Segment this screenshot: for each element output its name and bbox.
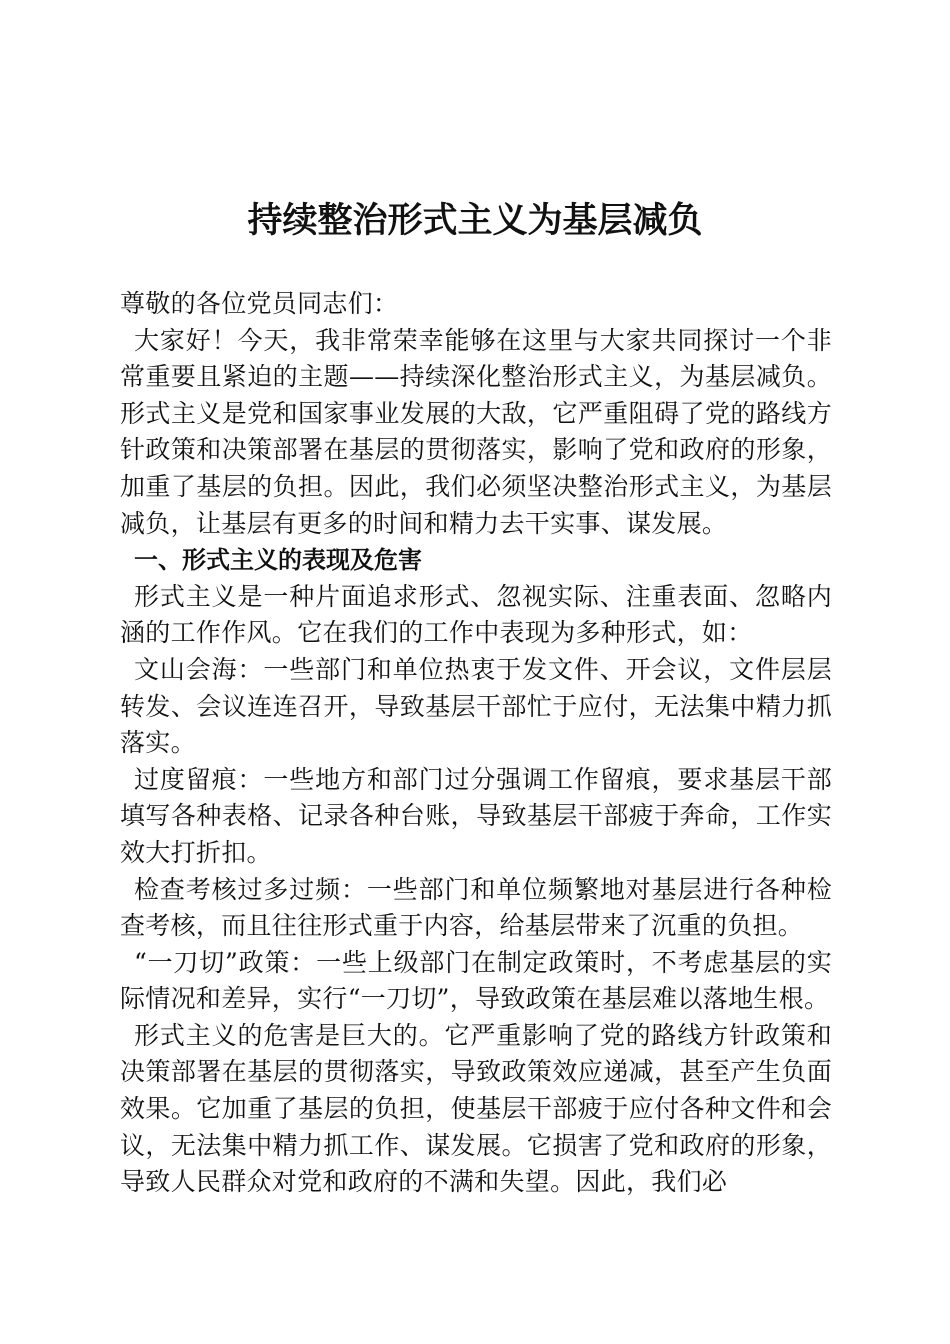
document-body [120,286,832,1201]
list-item-liuhen: 过度留痕：一些地方和部门过分强调工作留痕，要求基层干部填写各种表格、记录各种台账，导致基层干部疲于奔命，工作实效大打折扣。 [120,764,832,867]
list-item-wenshan: 文山会海：一些部门和单位热衷于发文件、开会议，文件层层转发、会议连连召开，导致基层干部忙于应付，无法集中精力抓落实。 [120,654,832,758]
salutation: 尊敬的各位党员同志们： [120,289,399,318]
document-title: 持续整治形式主义为基层减负 [247,200,703,241]
section-heading-1: 一、形式主义的表现及危害 [134,546,422,575]
section1-paragraph: 形式主义是一种片面追求形式、忽视实际、注重表面、忽略内涵的工作作风。它在我们的工作中表现为多种形式，如： [120,581,832,648]
intro-paragraph: 大家好！今天，我非常荣幸能够在这里与大家共同探讨一个非常重要且紧迫的主题——持续深化整治形式主义，为基层减负。形式主义是党和国家事业发展的大敌，它严重阻碍了党的路线方针政策和决策部署在基层的贯彻落实，影响了党和政府的形象，加重了基层的负担。因此，我们必须坚决整治形式主义，为基层减负，让基层有更多的时间和精力去干实事、谋发展。 [120,325,832,538]
list-item-yidaoqie: “一刀切”政策：一些上级部门在制定政策时，不考虑基层的实际情况和差异，实行“一刀切”，导致政策在基层难以落地生根。 [120,947,832,1014]
list-item-jiancha: 检查考核过多过频：一些部门和单位频繁地对基层进行各种检查考核，而且往往形式重于内容，给基层带来了沉重的负担。 [120,874,832,941]
harm-paragraph: 形式主义的危害是巨大的。它严重影响了党的路线方针政策和决策部署在基层的贯彻落实，导致政策效应递减，甚至产生负面效果。它加重了基层的负担，使基层干部疲于应付各种文件和会议，无法集中精力抓工作、谋发展。它损害了党和政府的形象，导致人民群众对党和政府的不满和失望。因此，我们必 [120,1020,832,1197]
